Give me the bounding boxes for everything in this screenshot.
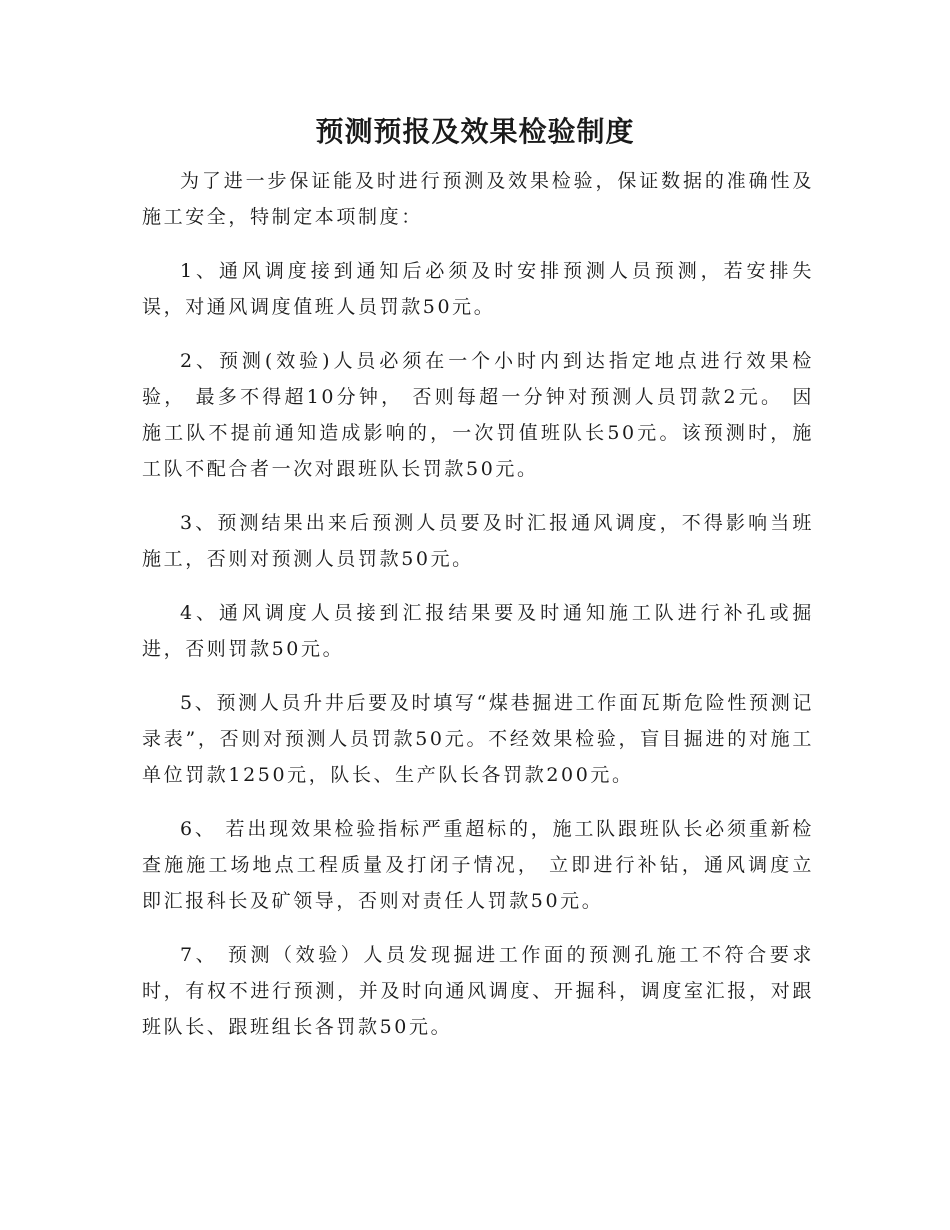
clause-1: 1、通风调度接到通知后必须及时安排预测人员预测，若安排失误，对通风调度值班人员罚款50元。	[142, 260, 814, 318]
document-body	[142, 163, 814, 1063]
clause-2: 2、预测(效验)人员必须在一个小时内到达指定地点进行效果检验， 最多不得超10分钟， 否则每超一分钟对预测人员罚款2元。 因施工队不提前通知造成影响的，一次罚值班队长50元。该预测时，施工队不配合者一次对跟班队长罚款50元。	[142, 350, 814, 480]
clause-3: 3、预测结果出来后预测人员要及时汇报通风调度，不得影响当班施工，否则对预测人员罚款50元。	[142, 512, 814, 570]
clause-6: 6、 若出现效果检验指标严重超标的，施工队跟班队长必须重新检查施施工场地点工程质量及打闭子情况， 立即进行补钻，通风调度立即汇报科长及矿领导，否则对责任人罚款50元。	[142, 818, 814, 912]
intro-paragraph: 为了进一步保证能及时进行预测及效果检验，保证数据的准确性及施工安全，特制定本项制度：	[142, 170, 814, 228]
document-title: 预测预报及效果检验制度	[315, 115, 635, 148]
clause-4: 4、通风调度人员接到汇报结果要及时通知施工队进行补孔或掘进，否则罚款50元。	[142, 602, 814, 660]
clause-5: 5、预测人员升井后要及时填写“煤巷掘进工作面瓦斯危险性预测记录表”，否则对预测人员罚款50元。不经效果检验，盲目掘进的对施工单位罚款1250元，队长、生产队长各罚款200元。	[142, 692, 814, 786]
clause-7: 7、 预测（效验）人员发现掘进工作面的预测孔施工不符合要求时，有权不进行预测，并及时向通风调度、开掘科，调度室汇报，对跟班队长、跟班组长各罚款50元。	[142, 944, 814, 1038]
